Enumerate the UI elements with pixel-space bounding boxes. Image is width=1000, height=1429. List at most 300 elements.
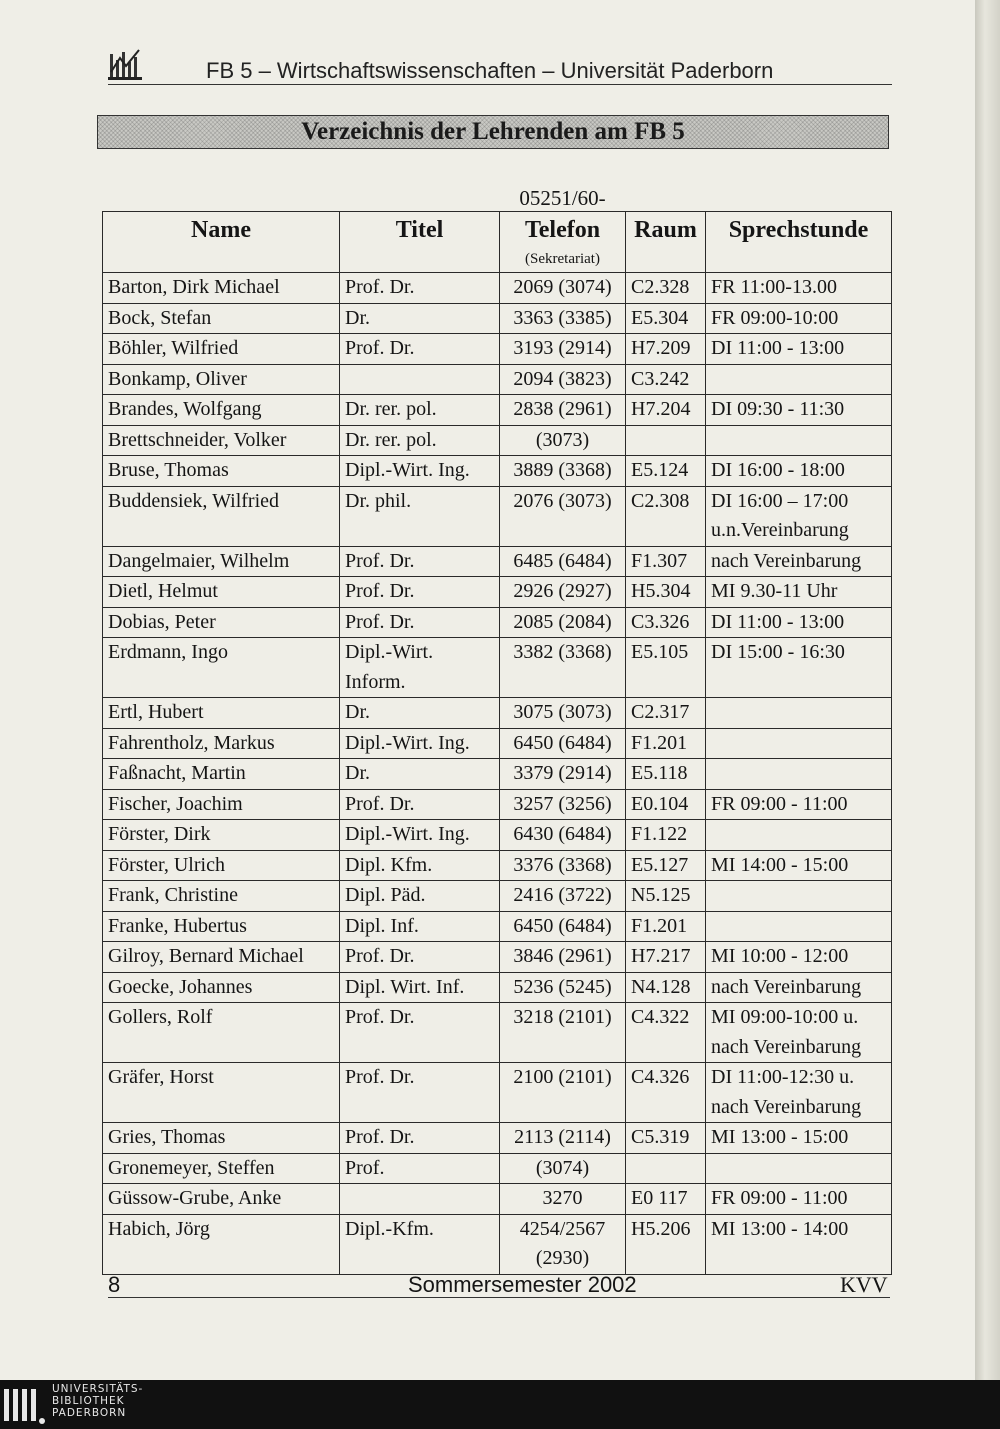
cell-raum <box>626 607 706 638</box>
cell-titel-line: Prof. Dr. <box>345 792 415 815</box>
cell-titel <box>340 881 500 912</box>
cell-name <box>103 486 340 546</box>
cell-titel <box>340 638 500 698</box>
table-row <box>103 728 892 759</box>
cell-name-text: Gilroy, Bernard Michael <box>108 945 304 967</box>
cell-name-text: Gräfer, Horst <box>108 1066 214 1088</box>
cell-sprechstunde <box>706 728 892 759</box>
cell-sprechstunde-line: MI 9.30-11 Uhr <box>711 580 838 602</box>
library-banner <box>0 1380 1000 1429</box>
cell-titel-line: Prof. Dr. <box>345 549 415 572</box>
cell-titel-line: Dipl.-Wirt. <box>345 641 434 663</box>
table-row <box>103 607 892 638</box>
cell-sprechstunde-line <box>711 881 886 911</box>
cell-telefon-line: 2113 (2114) <box>514 1126 611 1148</box>
cell-sprechstunde-line: nach Vereinbarung <box>711 1095 862 1118</box>
cell-sprechstunde <box>706 486 892 546</box>
cell-titel-line: Dr. rer. pol. <box>345 398 437 420</box>
cell-sprechstunde <box>706 1214 892 1274</box>
cell-titel <box>340 1003 500 1063</box>
cell-raum <box>626 972 706 1003</box>
cell-telefon-line: 3376 (3368) <box>513 853 612 876</box>
cell-raum-text: C2.328 <box>631 276 690 298</box>
cell-telefon <box>500 486 626 546</box>
cell-sprechstunde <box>706 303 892 334</box>
cell-name <box>103 546 340 577</box>
header-title: FB 5 – Wirtschaftswissenschaften – Universität Paderborn <box>206 58 774 83</box>
cell-raum <box>626 364 706 395</box>
table-row <box>103 486 892 546</box>
cell-titel <box>340 334 500 365</box>
cell-raum <box>626 334 706 365</box>
cell-titel-line: Dipl. Päd. <box>345 884 426 906</box>
column-header-raum: Raum <box>626 212 706 273</box>
library-logo-icon <box>2 1385 46 1425</box>
cell-sprechstunde-line <box>711 912 886 942</box>
cell-sprechstunde <box>706 364 892 395</box>
section-title-box <box>97 115 889 149</box>
cell-titel-line: Prof. Dr. <box>345 1066 415 1088</box>
cell-name <box>103 911 340 942</box>
cell-titel-line: Dipl. Kfm. <box>345 853 433 876</box>
cell-name <box>103 456 340 487</box>
cell-titel <box>340 546 500 577</box>
cell-titel <box>340 1123 500 1154</box>
cell-name <box>103 942 340 973</box>
cell-raum-text: E0 117 <box>631 1187 688 1209</box>
cell-sprechstunde-line: DI 11:00-12:30 u. <box>711 1066 855 1088</box>
cell-sprechstunde <box>706 1063 892 1123</box>
cell-raum <box>626 911 706 942</box>
cell-sprechstunde <box>706 577 892 608</box>
cell-titel <box>340 1063 500 1123</box>
cell-name <box>103 425 340 456</box>
cell-sprechstunde <box>706 1123 892 1154</box>
cell-sprechstunde-line: FR 09:00 - 11:00 <box>711 1187 848 1209</box>
cell-telefon-line: 3382 (3368) <box>513 641 612 663</box>
cell-name <box>103 1063 340 1123</box>
cell-raum-text: H5.206 <box>631 1217 691 1240</box>
cell-telefon <box>500 850 626 881</box>
cell-telefon-line: 3075 (3073) <box>513 701 612 723</box>
cell-telefon <box>500 607 626 638</box>
table-row <box>103 1214 892 1274</box>
cell-sprechstunde <box>706 1184 892 1215</box>
cell-telefon <box>500 1003 626 1063</box>
cell-sprechstunde-line: DI 11:00 - 13:00 <box>711 337 845 359</box>
cell-titel-line: Dr. <box>345 306 370 329</box>
cell-name <box>103 1153 340 1184</box>
table-row <box>103 456 892 487</box>
cell-raum <box>626 273 706 304</box>
cell-raum-text: F1.307 <box>631 549 688 572</box>
cell-telefon-line: 2076 (3073) <box>513 489 612 512</box>
cell-titel-line: Inform. <box>345 670 406 693</box>
column-header-titel: Titel <box>340 212 500 273</box>
table-row <box>103 273 892 304</box>
cell-name-text: Gries, Thomas <box>108 1126 226 1148</box>
cell-sprechstunde-line: MI 13:00 - 15:00 <box>711 1126 849 1148</box>
cell-raum-text: N5.125 <box>631 884 691 906</box>
cell-name-text: Güssow-Grube, Anke <box>108 1187 282 1209</box>
cell-titel <box>340 303 500 334</box>
cell-name <box>103 698 340 729</box>
cell-titel <box>340 395 500 426</box>
table-row <box>103 820 892 851</box>
cell-titel-line: Prof. Dr. <box>345 337 415 359</box>
cell-raum-text: H7.204 <box>631 398 691 420</box>
cell-name-text: Dangelmaier, Wilhelm <box>108 549 290 572</box>
cell-raum <box>626 638 706 698</box>
cell-raum <box>626 759 706 790</box>
cell-telefon-line: 4254/2567 <box>519 1217 606 1240</box>
cell-name <box>103 972 340 1003</box>
table-row <box>103 789 892 820</box>
cell-telefon <box>500 911 626 942</box>
cell-name <box>103 364 340 395</box>
staff-table <box>102 211 892 1275</box>
cell-sprechstunde <box>706 273 892 304</box>
cell-raum-text: F1.122 <box>631 823 688 845</box>
cell-raum <box>626 546 706 577</box>
cell-sprechstunde <box>706 759 892 790</box>
cell-name <box>103 1184 340 1215</box>
cell-telefon <box>500 759 626 790</box>
cell-sprechstunde <box>706 881 892 912</box>
table-row <box>103 1184 892 1215</box>
cell-raum-text: N4.128 <box>631 975 691 998</box>
cell-titel <box>340 942 500 973</box>
table-row <box>103 881 892 912</box>
header-rule <box>108 84 892 85</box>
cell-name <box>103 850 340 881</box>
cell-titel <box>340 607 500 638</box>
cell-titel-line: Dr. <box>345 701 370 723</box>
cell-sprechstunde-line: DI 15:00 - 16:30 <box>711 641 845 663</box>
cell-raum <box>626 577 706 608</box>
cell-titel-line: Dipl. Inf. <box>345 914 419 937</box>
cell-sprechstunde-line: MI 09:00-10:00 u. <box>711 1006 859 1028</box>
cell-sprechstunde-line: nach Vereinbarung <box>711 549 862 572</box>
cell-telefon <box>500 577 626 608</box>
cell-telefon-line: 6485 (6484) <box>513 549 612 572</box>
cell-name-text: Brettschneider, Volker <box>108 428 287 451</box>
cell-name-text: Barton, Dirk Michael <box>108 276 280 298</box>
cell-telefon-line: 2838 (2961) <box>513 398 612 420</box>
cell-raum <box>626 698 706 729</box>
table-row <box>103 638 892 698</box>
cell-raum <box>626 789 706 820</box>
cell-telefon-line: (2930) <box>535 1247 590 1269</box>
cell-titel-line <box>345 1184 494 1214</box>
cell-sprechstunde-line <box>711 365 886 395</box>
cell-titel <box>340 820 500 851</box>
cell-sprechstunde <box>706 456 892 487</box>
cell-sprechstunde <box>706 638 892 698</box>
cell-titel-line: Dr. phil. <box>345 489 412 512</box>
cell-telefon-line: 3218 (2101) <box>513 1006 612 1028</box>
cell-raum <box>626 728 706 759</box>
footer-page-number: 8 <box>108 1272 121 1297</box>
cell-raum <box>626 456 706 487</box>
cell-name <box>103 303 340 334</box>
table-row <box>103 850 892 881</box>
cell-sprechstunde-line: DI 16:00 – 17:00 <box>711 489 849 512</box>
cell-name-text: Gollers, Rolf <box>108 1006 213 1028</box>
cell-telefon <box>500 789 626 820</box>
cell-raum-text: E5.105 <box>631 641 689 663</box>
cell-name <box>103 1214 340 1274</box>
cell-name-text: Franke, Hubertus <box>108 914 247 937</box>
cell-titel <box>340 911 500 942</box>
cell-name <box>103 334 340 365</box>
cell-titel-line: Prof. Dr. <box>345 276 415 298</box>
cell-titel <box>340 1184 500 1215</box>
cell-sprechstunde-line: DI 16:00 - 18:00 <box>711 459 845 481</box>
cell-name-text: Bonkamp, Oliver <box>108 367 247 390</box>
cell-sprechstunde-line <box>711 426 886 456</box>
cell-titel <box>340 456 500 487</box>
cell-telefon <box>500 395 626 426</box>
cell-telefon <box>500 820 626 851</box>
cell-name-text: Fischer, Joachim <box>108 792 243 815</box>
cell-titel <box>340 486 500 546</box>
cell-titel-line: Prof. Dr. <box>345 1006 415 1028</box>
cell-titel-line: Dipl. Wirt. Inf. <box>345 975 465 998</box>
cell-telefon-line: 3193 (2914) <box>513 337 612 359</box>
cell-telefon-line: 6430 (6484) <box>513 823 612 845</box>
cell-name-text: Habich, Jörg <box>108 1217 210 1240</box>
cell-telefon-line: 3257 (3256) <box>513 792 612 815</box>
cell-telefon <box>500 698 626 729</box>
cell-name-text: Goecke, Johannes <box>108 975 253 998</box>
cell-name-text: Faßnacht, Martin <box>108 762 246 784</box>
cell-sprechstunde-line: FR 09:00 - 11:00 <box>711 792 848 815</box>
cell-telefon-line: 3363 (3385) <box>513 306 612 329</box>
cell-titel <box>340 850 500 881</box>
cell-titel <box>340 789 500 820</box>
cell-name <box>103 607 340 638</box>
cell-telefon-line: 3270 <box>542 1187 583 1209</box>
cell-sprechstunde-line: FR 11:00-13.00 <box>711 276 837 298</box>
cell-raum-text: C2.308 <box>631 489 690 512</box>
phone-prefix: 05251/60- <box>519 186 606 210</box>
table-row <box>103 1063 892 1123</box>
cell-name <box>103 820 340 851</box>
cell-telefon-line: 2100 (2101) <box>513 1066 612 1088</box>
cell-raum-text: C4.322 <box>631 1006 690 1028</box>
cell-telefon-line: 6450 (6484) <box>513 731 612 754</box>
cell-telefon-line: (3073) <box>535 428 590 451</box>
cell-sprechstunde <box>706 850 892 881</box>
cell-raum-text: H5.304 <box>631 580 691 602</box>
cell-sprechstunde-line: MI 14:00 - 15:00 <box>711 853 849 876</box>
cell-sprechstunde <box>706 334 892 365</box>
cell-titel-line: Prof. Dr. <box>345 580 415 602</box>
cell-sprechstunde-line: MI 10:00 - 12:00 <box>711 945 849 967</box>
cell-raum-text: C3.326 <box>631 610 690 633</box>
cell-titel <box>340 1214 500 1274</box>
cell-telefon <box>500 1184 626 1215</box>
cell-titel-line: Prof. Dr. <box>345 1126 415 1148</box>
cell-telefon <box>500 972 626 1003</box>
cell-name <box>103 638 340 698</box>
library-name-line-1: UNIVERSITÄTS- <box>52 1383 144 1395</box>
table-row <box>103 364 892 395</box>
cell-name-text: Förster, Ulrich <box>108 853 225 876</box>
cell-name-text: Dobias, Peter <box>108 610 216 633</box>
cell-raum-text: H7.217 <box>631 945 691 967</box>
cell-name-text: Erdmann, Ingo <box>108 641 228 663</box>
cell-sprechstunde-line: nach Vereinbarung <box>711 1035 862 1058</box>
cell-telefon <box>500 273 626 304</box>
cell-titel <box>340 273 500 304</box>
cell-telefon <box>500 728 626 759</box>
cell-telefon <box>500 546 626 577</box>
cell-sprechstunde-line <box>711 1154 886 1184</box>
library-name-line-3: PADERBORN <box>52 1407 127 1419</box>
cell-name <box>103 881 340 912</box>
cell-sprechstunde-line <box>711 698 886 728</box>
cell-telefon-line: 2085 (2084) <box>513 610 612 633</box>
cell-name <box>103 1003 340 1063</box>
cell-sprechstunde <box>706 911 892 942</box>
table-header-row <box>103 212 892 273</box>
cell-raum-text: F1.201 <box>631 731 688 754</box>
cell-titel <box>340 1153 500 1184</box>
cell-telefon <box>500 1123 626 1154</box>
cell-name <box>103 789 340 820</box>
library-name-line-2: BIBLIOTHEK <box>52 1395 125 1407</box>
cell-sprechstunde <box>706 607 892 638</box>
cell-telefon-line: 2416 (3722) <box>513 884 612 906</box>
cell-name-text: Fahrentholz, Markus <box>108 731 275 754</box>
cell-titel-line: Prof. Dr. <box>345 945 415 967</box>
cell-sprechstunde-line <box>711 820 886 850</box>
cell-sprechstunde <box>706 425 892 456</box>
cell-titel-line: Prof. Dr. <box>345 610 415 633</box>
cell-sprechstunde-line: MI 13:00 - 14:00 <box>711 1217 849 1240</box>
cell-telefon-line: 3846 (2961) <box>513 945 612 967</box>
cell-sprechstunde <box>706 698 892 729</box>
cell-telefon-line: 6450 (6484) <box>513 914 612 937</box>
library-name <box>52 1383 143 1419</box>
cell-name-text: Dietl, Helmut <box>108 580 218 602</box>
cell-raum-text: E0.104 <box>631 792 689 815</box>
cell-titel-line: Prof. <box>345 1156 385 1179</box>
cell-titel-line: Dipl.-Wirt. Ing. <box>345 459 470 481</box>
cell-name-text: Bock, Stefan <box>108 306 212 329</box>
cell-sprechstunde-line <box>711 729 886 759</box>
cell-name-text: Buddensiek, Wilfried <box>108 489 280 512</box>
cell-raum <box>626 395 706 426</box>
cell-name-text: Böhler, Wilfried <box>108 337 239 359</box>
cell-name-text: Gronemeyer, Steffen <box>108 1156 275 1179</box>
cell-telefon <box>500 942 626 973</box>
cell-raum-text: E5.304 <box>631 306 689 329</box>
table-row <box>103 1003 892 1063</box>
cell-telefon-line: 2069 (3074) <box>513 276 612 298</box>
cell-raum-text: E5.118 <box>631 762 688 784</box>
cell-raum <box>626 820 706 851</box>
page-edge <box>975 0 1000 1380</box>
cell-name <box>103 759 340 790</box>
cell-telefon <box>500 1153 626 1184</box>
cell-name <box>103 395 340 426</box>
cell-name-text: Brandes, Wolfgang <box>108 398 262 420</box>
cell-raum <box>626 1003 706 1063</box>
table-row <box>103 425 892 456</box>
cell-name-text: Bruse, Thomas <box>108 459 229 481</box>
table-row <box>103 334 892 365</box>
cell-raum <box>626 1123 706 1154</box>
cell-sprechstunde-line: FR 09:00-10:00 <box>711 306 839 329</box>
section-title: Verzeichnis der Lehrenden am FB 5 <box>301 118 685 145</box>
cell-name <box>103 577 340 608</box>
table-row <box>103 303 892 334</box>
table-row <box>103 759 892 790</box>
table-row <box>103 1153 892 1184</box>
cell-name <box>103 728 340 759</box>
cell-titel <box>340 425 500 456</box>
cell-sprechstunde-line: DI 09:30 - 11:30 <box>711 398 845 420</box>
cell-telefon <box>500 364 626 395</box>
column-header-name: Name <box>103 212 340 273</box>
cell-raum-text: C3.242 <box>631 367 690 390</box>
cell-telefon <box>500 303 626 334</box>
table-row <box>103 972 892 1003</box>
cell-telefon <box>500 334 626 365</box>
cell-titel <box>340 698 500 729</box>
footer-rule <box>108 1297 890 1298</box>
cell-raum-text: C2.317 <box>631 701 690 723</box>
cell-raum-text: E5.124 <box>631 459 689 481</box>
cell-raum-text: C5.319 <box>631 1126 690 1148</box>
table-row <box>103 546 892 577</box>
cell-sprechstunde-line <box>711 759 886 789</box>
cell-name-text: Ertl, Hubert <box>108 701 204 723</box>
cell-titel-line: Dr. <box>345 762 370 784</box>
staff-table-body <box>103 273 892 1275</box>
footer-code: KVV <box>840 1272 888 1297</box>
cell-telefon <box>500 881 626 912</box>
cell-sprechstunde <box>706 942 892 973</box>
cell-name <box>103 273 340 304</box>
cell-titel-line: Dipl.-Kfm. <box>345 1217 434 1240</box>
cell-raum <box>626 850 706 881</box>
cell-raum <box>626 881 706 912</box>
footer-semester: Sommersemester 2002 <box>408 1272 637 1297</box>
cell-sprechstunde-line: u.n.Vereinbarung <box>711 519 849 541</box>
table-row <box>103 911 892 942</box>
cell-raum <box>626 1063 706 1123</box>
table-row <box>103 942 892 973</box>
column-header-telefon: Telefon (Sekretariat) <box>500 212 626 273</box>
cell-telefon <box>500 1214 626 1274</box>
cell-raum <box>626 942 706 973</box>
table-row <box>103 395 892 426</box>
cell-titel <box>340 759 500 790</box>
faculty-logo-icon <box>108 48 142 80</box>
cell-titel <box>340 728 500 759</box>
cell-raum-text: H7.209 <box>631 337 691 359</box>
cell-titel-line: Dipl.-Wirt. Ing. <box>345 823 470 845</box>
cell-name <box>103 1123 340 1154</box>
cell-telefon <box>500 638 626 698</box>
cell-telefon <box>500 456 626 487</box>
cell-titel-line <box>345 365 494 395</box>
cell-sprechstunde <box>706 395 892 426</box>
